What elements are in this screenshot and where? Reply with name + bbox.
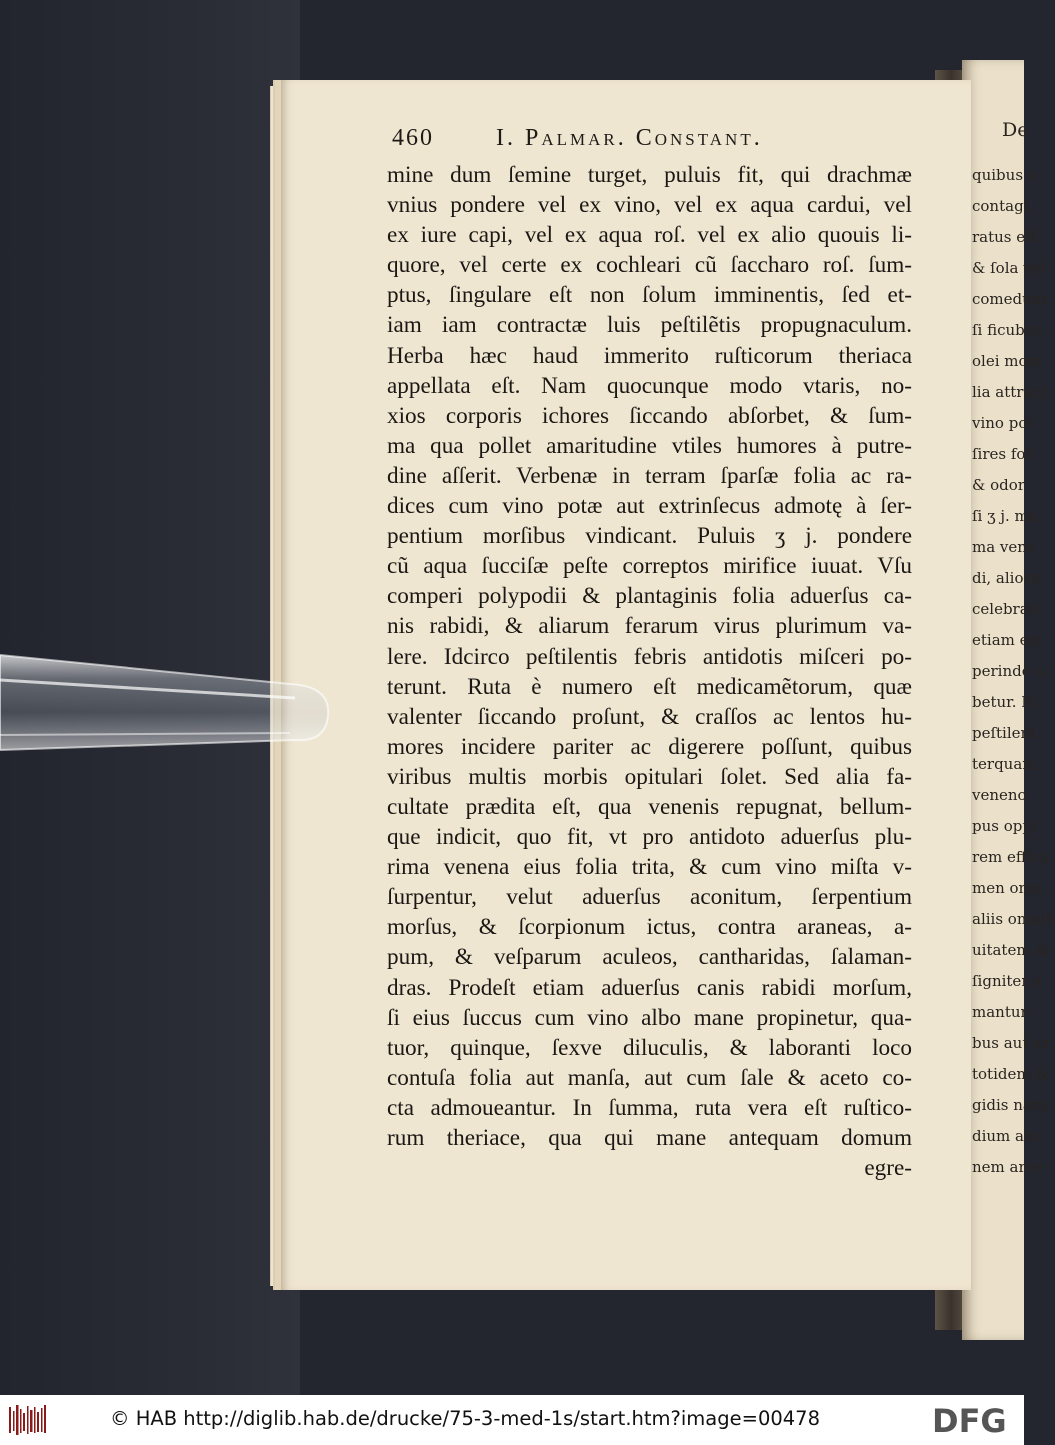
facing-text-line: contagi — [972, 197, 1029, 215]
text-line: ſurpentur, velut aduerſus aconitum, ſerpentium — [387, 884, 912, 911]
text-line: ptus, ſingulare eſt non ſolum imminentis, ſed et- — [387, 282, 912, 309]
hab-barcode-logo — [8, 1403, 48, 1437]
text-line: mine dum ſemine turget, puluis fit, qui drachmæ — [387, 162, 912, 188]
facing-page-text — [962, 160, 1055, 1183]
text-line: dine aſſerit. Verbenæ in terram ſparſæ folia ac ra- — [387, 462, 912, 489]
facing-text-line: nem arce — [972, 1158, 1043, 1176]
facing-text-line: lia attract — [972, 383, 1047, 401]
facing-text-line: ſires foli — [972, 445, 1036, 463]
facing-text-line: ſi ficubus — [972, 321, 1043, 339]
text-line: pentium morſibus vindicant. Puluis ʒ j. pondere — [387, 523, 912, 550]
text-line: nis rabidi, & aliarum ferarum virus plurimum va- — [387, 613, 912, 640]
text-line: rima venena eius folia trita, & cum vino miſta v- — [387, 854, 912, 881]
facing-text-line: peſtilent — [972, 724, 1037, 742]
facing-text-line: celebrati — [972, 600, 1040, 618]
page-number: 460 — [392, 125, 434, 151]
text-line: morſus, & ſcorpionum ictus, contra araneas, a- — [387, 914, 912, 941]
facing-text-line: veneno — [972, 786, 1027, 804]
facing-text-line: men omn — [972, 879, 1043, 897]
facing-text-line: uitatem & — [972, 941, 1049, 959]
facing-text-line: mantur. — [972, 1003, 1031, 1021]
facing-text-line: & ſola vel — [972, 259, 1046, 277]
text-line: comperi polypodii & plantaginis folia aduerſus ca- — [387, 583, 912, 610]
text-line: Herba hæc haud immerito ruſticorum theriaca — [387, 342, 912, 369]
facing-text-line: & odor — [972, 476, 1025, 494]
text-line: cta admoueantur. In ſumma, ruta vera eſt ruſtico- — [387, 1094, 912, 1121]
dfg-logo — [932, 1402, 1018, 1440]
text-line: rum theriace, qua qui mane antequam domum — [387, 1125, 912, 1151]
dfg-logo-text: DFG — [932, 1402, 1007, 1440]
facing-text-line: ma vene — [972, 538, 1036, 556]
text-line: dices cum vino potæ aut extrinſecus admotę à ſer- — [387, 493, 912, 520]
text-line: dras. Prodeſt etiam aduerſus canis rabidi morſum, — [387, 974, 912, 1001]
facing-text-line: betur. Ei — [972, 693, 1037, 711]
text-line: ſi eius ſuccus cum vino albo mane propinetur, qua- — [387, 1004, 912, 1031]
facing-text-line: olei mom — [972, 352, 1042, 370]
text-line: cultate prædita eſt, qua venenis repugnat, bellum- — [387, 793, 912, 820]
facing-text-line: ratus eſt: — [972, 228, 1042, 246]
text-line: xios corporis ichores ſiccando abſorbet, & ſum- — [387, 402, 912, 429]
text-line: ma qua pollet amaritudine vtiles humores à putre- — [387, 432, 912, 459]
facing-text-line: bus aut ar — [972, 1034, 1050, 1052]
text-line: mores incidere pariter ac digerere poſſunt, quibus — [387, 733, 912, 760]
facing-text-line: perinde a — [972, 662, 1045, 680]
facing-page-head: De — [1002, 119, 1029, 141]
facing-text-line: etiam ext — [972, 631, 1044, 649]
text-line: valenter ſiccando proſunt, & craſſos ac lentos hu- — [387, 703, 912, 730]
text-line: pum, & veſparum aculeos, cantharidas, ſalaman- — [387, 944, 912, 971]
text-line: ex iure capi, vel ex aqua roſ. vel ex alio quouis li- — [387, 222, 912, 249]
facing-text-line: dium am — [972, 1127, 1039, 1145]
text-line: lere. Idcirco peſtilentis febris antidotis miſceri po- — [387, 643, 912, 670]
facing-text-line: di, aliorn — [972, 569, 1041, 587]
facing-text-line: aliis omnib — [972, 910, 1055, 928]
text-line: viribus multis morbis opitulari ſolet. Sed alia fa- — [387, 763, 912, 790]
facing-text-line: gidis natu — [972, 1096, 1048, 1114]
facing-text-line: quibus v — [972, 166, 1037, 184]
text-line: tuor, quinque, ſexve diluculis, & laboranti loco — [387, 1034, 912, 1061]
facing-text-line: vino pot — [972, 414, 1034, 432]
text-line: contuſa folia aut manſa, aut cum ſale & aceto co- — [387, 1064, 912, 1091]
facing-text-line: rem effica — [972, 848, 1049, 866]
facing-text-line: ſi ʒ j. ma — [972, 507, 1038, 525]
running-head: I. Palmar. Constant. — [496, 125, 763, 151]
text-line: que indicit, quo fit, vt pro antidoto aduerſus plu- — [387, 824, 912, 851]
catchword: egre- — [864, 1155, 912, 1182]
page-header — [392, 125, 912, 161]
facing-text-line: totidem & — [972, 1065, 1049, 1083]
text-line: appellata eſt. Nam quocunque modo vtaris, no- — [387, 372, 912, 399]
facing-text-line: terquam — [972, 755, 1037, 773]
text-line: vnius pondere vel ex vino, vel ex aqua cardui, vel — [387, 192, 912, 219]
glass-page-holder — [0, 640, 330, 760]
facing-text-line: comedunt — [972, 290, 1048, 308]
text-line: terunt. Ruta è numero eſt medicamẽtorum, quæ — [387, 673, 912, 700]
text-line: quore, vel certe ex cochleari cũ ſaccharo roſ. ſum- — [387, 252, 912, 279]
facing-text-line: ſigniter a — [972, 972, 1043, 990]
facing-page — [962, 60, 1055, 1340]
text-line: cũ aqua ſucciſæ peſte correptos mirifice iuuat. Vſu — [387, 553, 912, 580]
page-body-text — [387, 160, 912, 1183]
facing-text-line: pus oppl — [972, 817, 1037, 835]
copyright-url[interactable]: © HAB http://diglib.hab.de/drucke/75-3-med-1s/start.htm?image=00478 — [110, 1407, 820, 1430]
text-line: iam iam contractæ luis peſtilẽtis propugnaculum. — [387, 312, 912, 339]
viewer-footer — [0, 1395, 1024, 1445]
